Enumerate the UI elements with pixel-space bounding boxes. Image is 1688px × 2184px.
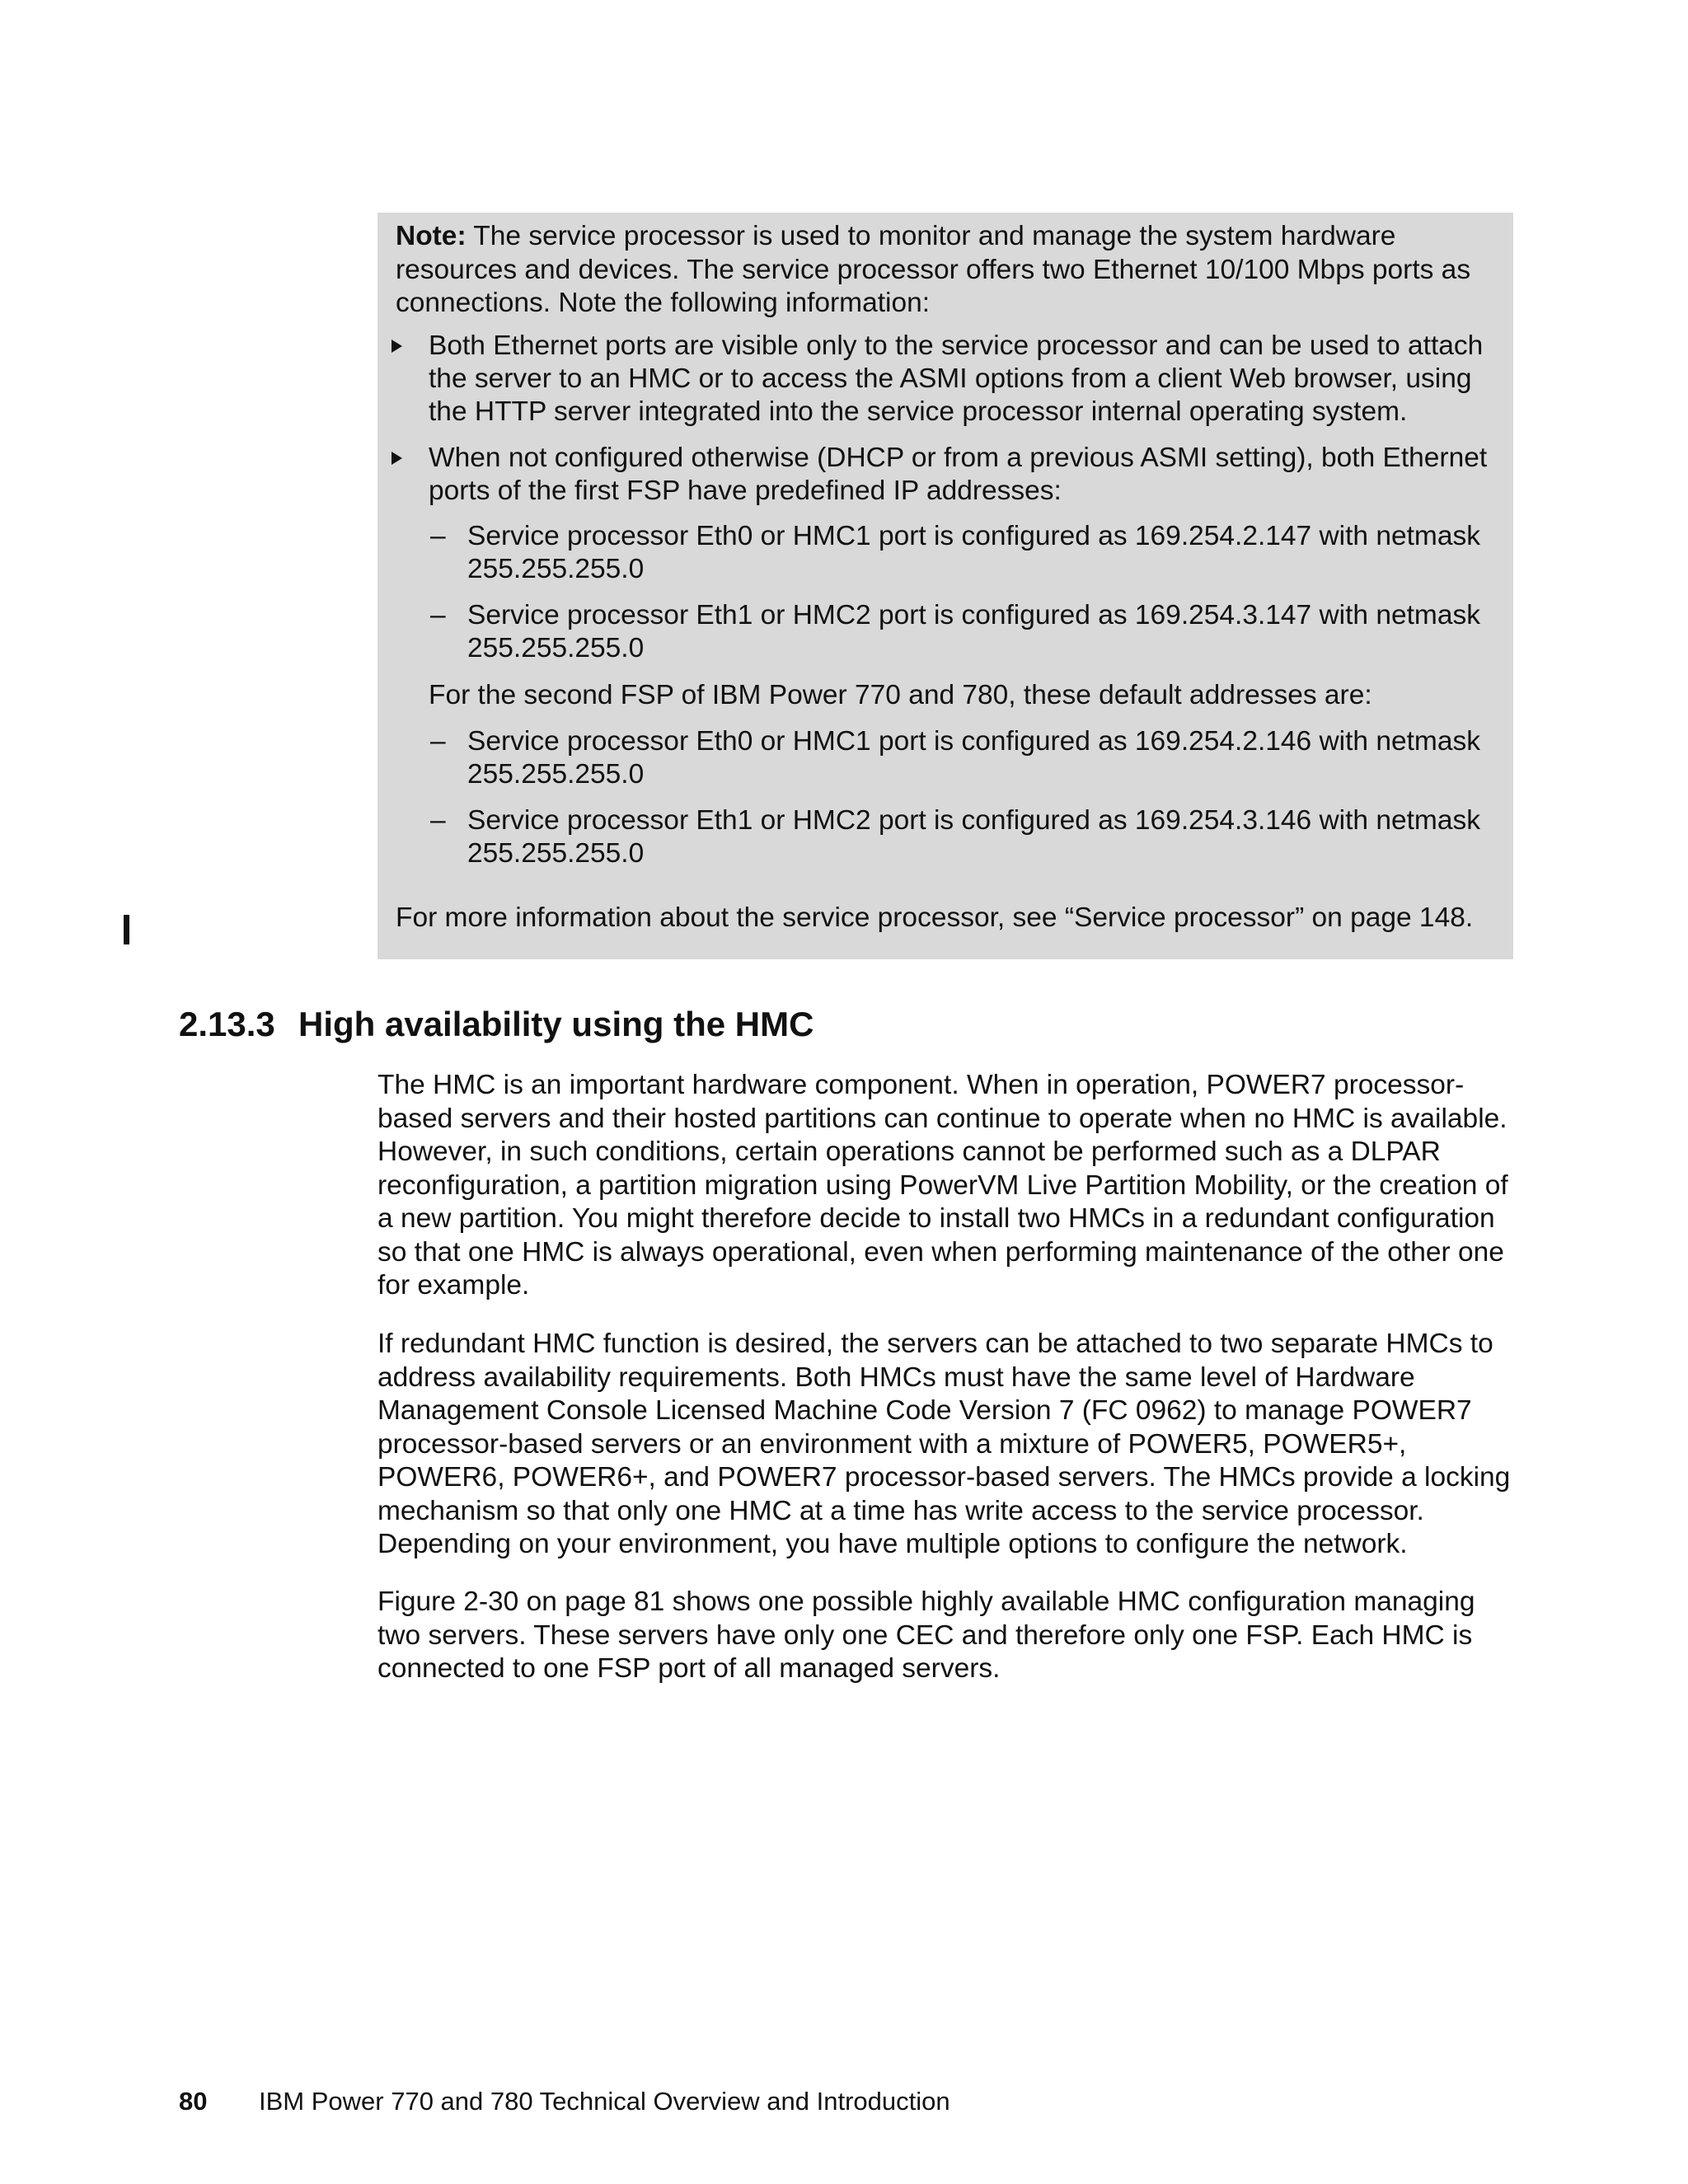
note-intro (396, 220, 1504, 321)
dash3-line: 255.255.255.0 (467, 759, 645, 790)
bullet-arrow-icon (392, 452, 402, 465)
dash4-line: 255.255.255.0 (467, 838, 645, 869)
more-info-text: For more information about the service processor, see “Service processor” on page 148. (396, 902, 1474, 933)
section-number: 2.13.3 (179, 1005, 275, 1043)
note-label: Note: (396, 221, 467, 251)
page-number: 80 (179, 2087, 208, 2116)
body-paragraph: Figure 2-30 on page 81 shows one possible highly available HMC configuration managing two servers. These servers have only one CEC and therefore only one FSP. Each HMC is connected to one FSP port of all managed servers. (377, 1586, 1475, 1684)
body-paragraph: If redundant HMC function is desired, the servers can be attached to two separate HMCs to address availability requirements. Both HMCs must have the same level of Hardware Management Console Licensed Machine Code Version 7 (FC 0962) to manage POWER7 processor-based servers or an environment with a mixture of POWER5, POWER5+, POWER6, POWER6+, and POWER7 processor-based servers. The HMCs provide a locking mechanism so that only one HMC at a time has write access to the service processor. Depending on your environment, you have multiple options to configure the network. (377, 1329, 1511, 1559)
dash2-line: Service processor Eth1 or HMC2 port is configured as 169.254.3.147 with netmask (467, 600, 1480, 630)
dash4-line: Service processor Eth1 or HMC2 port is configured as 169.254.3.146 with netmask (467, 805, 1480, 836)
second-fsp-text: For the second FSP of IBM Power 770 and 780, these default addresses are: (429, 680, 1372, 710)
bullet2-line: ports of the first FSP have predefined IP addresses: (429, 476, 1062, 506)
section-heading (179, 1004, 814, 1045)
bullet1-line: the HTTP server integrated into the service processor internal operating system. (429, 396, 1408, 427)
bullet-arrow-icon (392, 340, 402, 353)
note-intro-text: The service processor is used to monitor and manage the system hardware resources and devices. The service processor offers two Ethernet 10/100 Mbps ports as connections. Note the following information: (396, 221, 1471, 318)
dash3-line: Service processor Eth0 or HMC1 port is configured as 169.254.2.146 with netmask (467, 726, 1480, 757)
dash-marker: – (430, 726, 446, 757)
page-footer (179, 2085, 950, 2118)
dash1-line: 255.255.255.0 (467, 554, 645, 584)
dash-marker: – (430, 600, 446, 630)
change-bar (124, 915, 129, 944)
dash-marker: – (430, 805, 446, 836)
bullet1-line: Both Ethernet ports are visible only to the service processor and can be used to attach (429, 330, 1484, 361)
dash2-line: 255.255.255.0 (467, 633, 645, 663)
bullet1-line: the server to an HMC or to access the ASMI options from a client Web browser, using (429, 363, 1472, 394)
dash-marker: – (430, 521, 446, 551)
dash1-line: Service processor Eth0 or HMC1 port is configured as 169.254.2.147 with netmask (467, 521, 1480, 551)
bullet2-line: When not configured otherwise (DHCP or from a previous ASMI setting), both Ethernet (429, 443, 1488, 473)
body-paragraph: The HMC is an important hardware component. When in operation, POWER7 processor-based servers and their hosted partitions can continue to operate when no HMC is available. However, in such conditions, certain operations cannot be performed such as a DLPAR reconfiguration, a partition migration using PowerVM Live Partition Mobility, or the creation of a new partition. You might therefore decide to install two HMCs in a redundant configuration so that one HMC is always operational, even when performing maintenance of the other one for example. (377, 1070, 1508, 1301)
section-title: High availability using the HMC (298, 1005, 814, 1043)
footer-title: IBM Power 770 and 780 Technical Overview and Introduction (259, 2087, 950, 2116)
